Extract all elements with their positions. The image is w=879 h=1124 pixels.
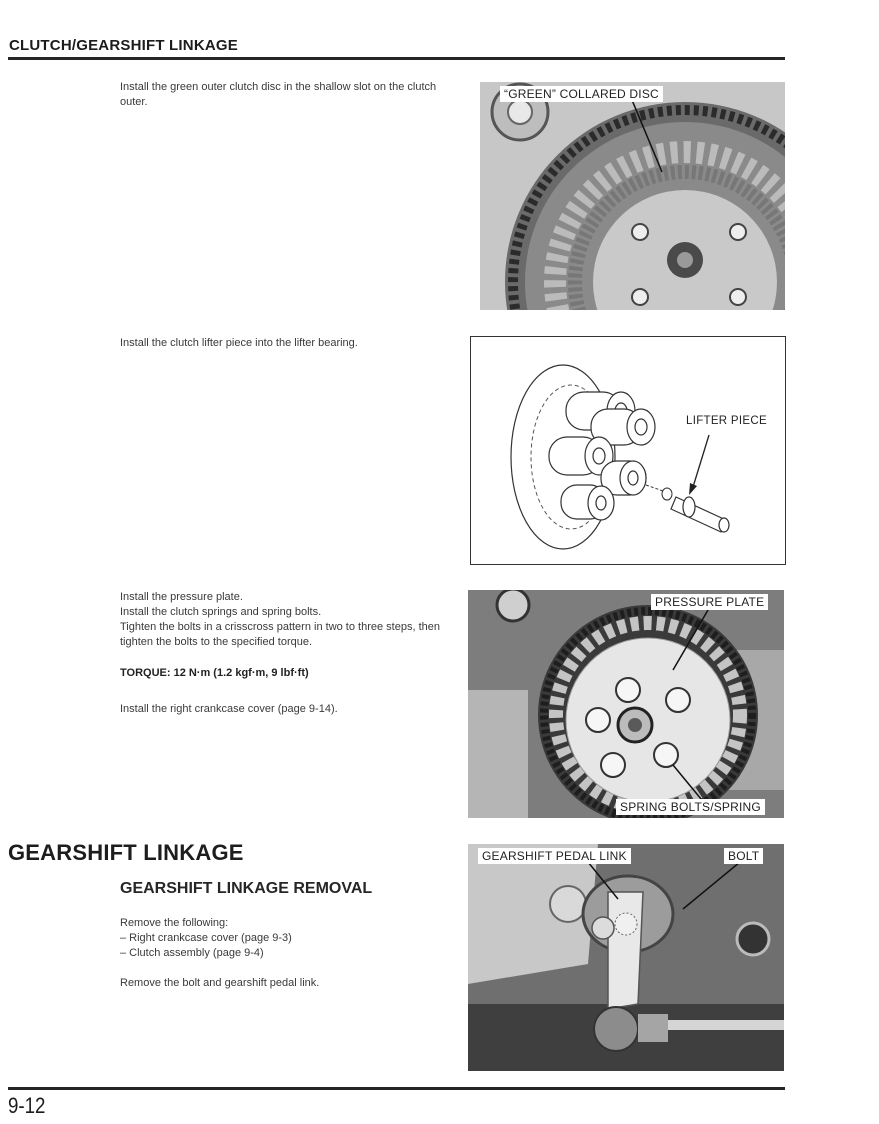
clutch-outer-photo [480,82,785,310]
step-3-line-2: Install the clutch springs and spring bolts. [120,606,322,618]
step-3-after-text: Install the right crankcase cover (page 9-14). [120,703,338,715]
header-rule [8,57,785,60]
figure-green-collared-disc [480,82,785,310]
callout-green-collared-disc: “GREEN” COLLARED DISC [500,86,663,102]
running-header-title: CLUTCH/GEARSHIFT LINKAGE [9,37,238,54]
removal-item-clutch-assembly: – Clutch assembly (page 9-4) [120,947,264,959]
footer-rule [8,1087,785,1090]
gearshift-link-photo [468,844,784,1071]
removal-instructions [120,916,460,991]
figure-gearshift-pedal-link [468,844,784,1071]
page-number: 9-12 [8,1093,46,1118]
pressure-plate-photo [468,590,784,818]
figure-lifter-piece [470,336,786,565]
section-title: GEARSHIFT LINKAGE [8,840,244,865]
callout-gearshift-pedal-link: GEARSHIFT PEDAL LINK [478,848,631,864]
step-3-line-1: Install the pressure plate. [120,591,243,603]
removal-final-step: Remove the bolt and gearshift pedal link. [120,977,320,989]
callout-spring-bolts: SPRING BOLTS/SPRING [616,799,765,815]
subsection-title: GEARSHIFT LINKAGE REMOVAL [120,880,373,897]
step-3-instructions [120,590,465,650]
callout-bolt: BOLT [724,848,763,864]
lifter-piece-drawing [471,337,785,564]
torque-spec: TORQUE: 12 N·m (1.2 kgf·m, 9 lbf·ft) [120,667,309,679]
callout-pressure-plate: PRESSURE PLATE [651,594,768,610]
callout-lifter-piece: LIFTER PIECE [686,415,767,427]
removal-list [120,931,460,961]
removal-intro: Remove the following: [120,917,229,929]
step-3-line-3: Tighten the bolts in a crisscross pattern in two to three steps, then tighten the bolts to the specified torque. [120,621,440,648]
removal-item-crankcase-cover: – Right crankcase cover (page 9-3) [120,932,292,944]
step-1-text: Install the green outer clutch disc in the shallow slot on the clutch outer. [120,81,437,108]
figure-pressure-plate [468,590,784,818]
step-2-text: Install the clutch lifter piece into the lifter bearing. [120,337,358,349]
